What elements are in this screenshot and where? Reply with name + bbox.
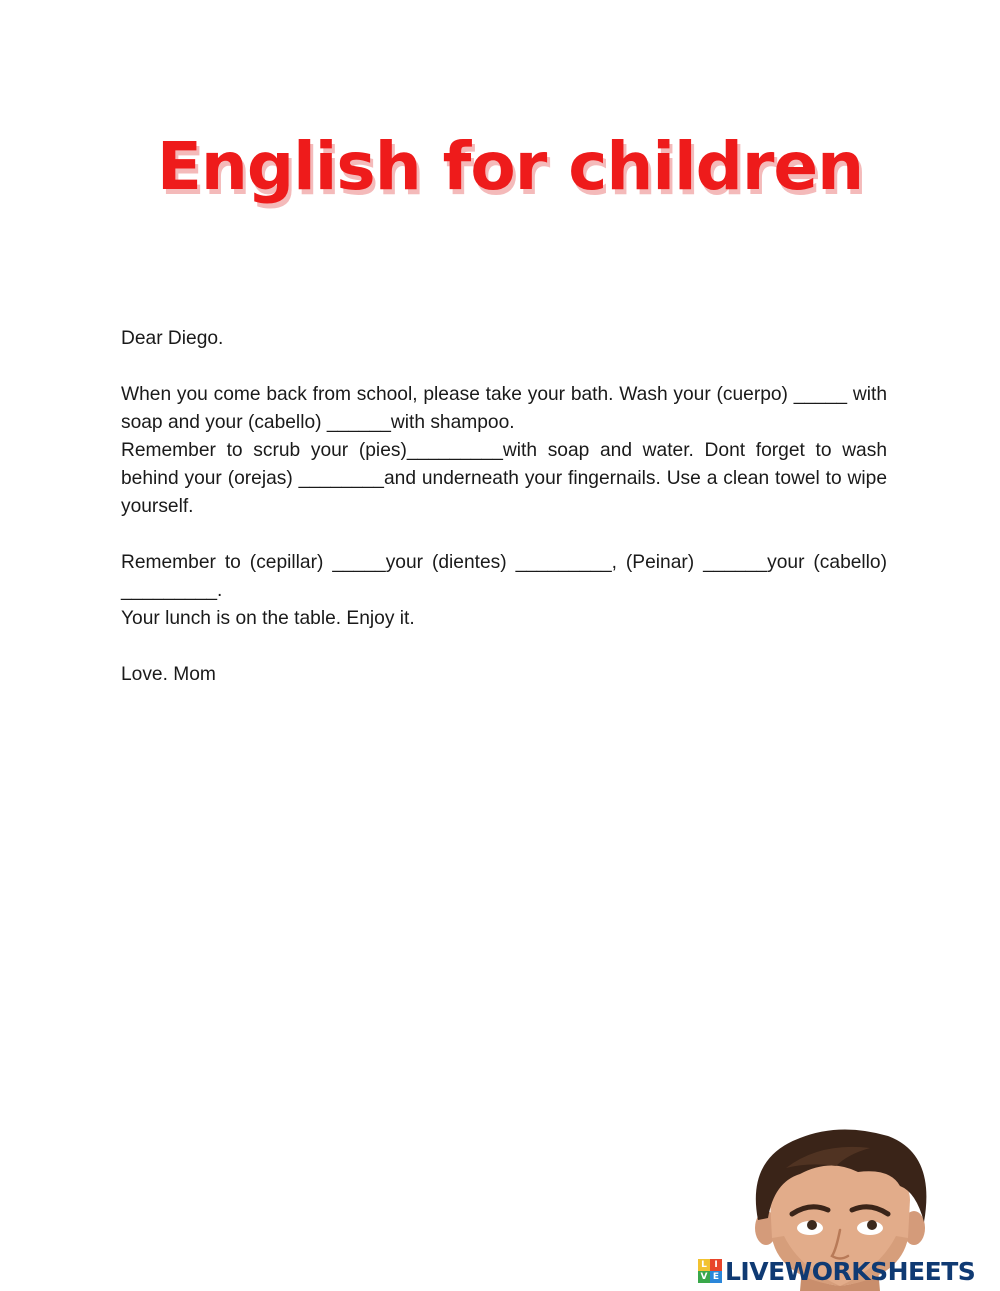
paragraph-spacer <box>121 353 887 381</box>
letter-paragraph-2-line-2: Your lunch is on the table. Enjoy it. <box>121 608 415 629</box>
letter-paragraph-1-line-2: Remember to scrub your (pies)_________with soap and water. Dont forget to wash behind your (orejas) ________and underneath your fingernails. Use a clean towel to wipe yourself. <box>121 440 887 517</box>
logo-letter: I <box>710 1259 722 1271</box>
liveworksheets-branding <box>698 1254 975 1288</box>
logo-letter: L <box>698 1259 710 1271</box>
letter-greeting: Dear Diego. <box>121 328 224 349</box>
liveworksheets-wordmark: LIVEWORKSHEETS <box>725 1256 976 1286</box>
liveworksheets-logo-icon <box>698 1259 722 1283</box>
logo-letter: V <box>698 1271 710 1283</box>
logo-letter: E <box>710 1271 722 1283</box>
paragraph-spacer <box>121 633 887 661</box>
letter-paragraph-1-line-1: When you come back from school, please take your bath. Wash your (cuerpo) _____ with soap and your (cabello) ______with shampoo. <box>121 384 887 433</box>
page-title: English for children <box>156 128 864 205</box>
letter-signoff: Love. Mom <box>121 664 216 685</box>
letter-paragraph-2-line-1: Remember to (cepillar) _____your (dientes) _________, (Peinar) ______your (cabello) _________. <box>121 552 887 601</box>
letter-body <box>121 325 887 689</box>
paragraph-spacer <box>121 521 887 549</box>
